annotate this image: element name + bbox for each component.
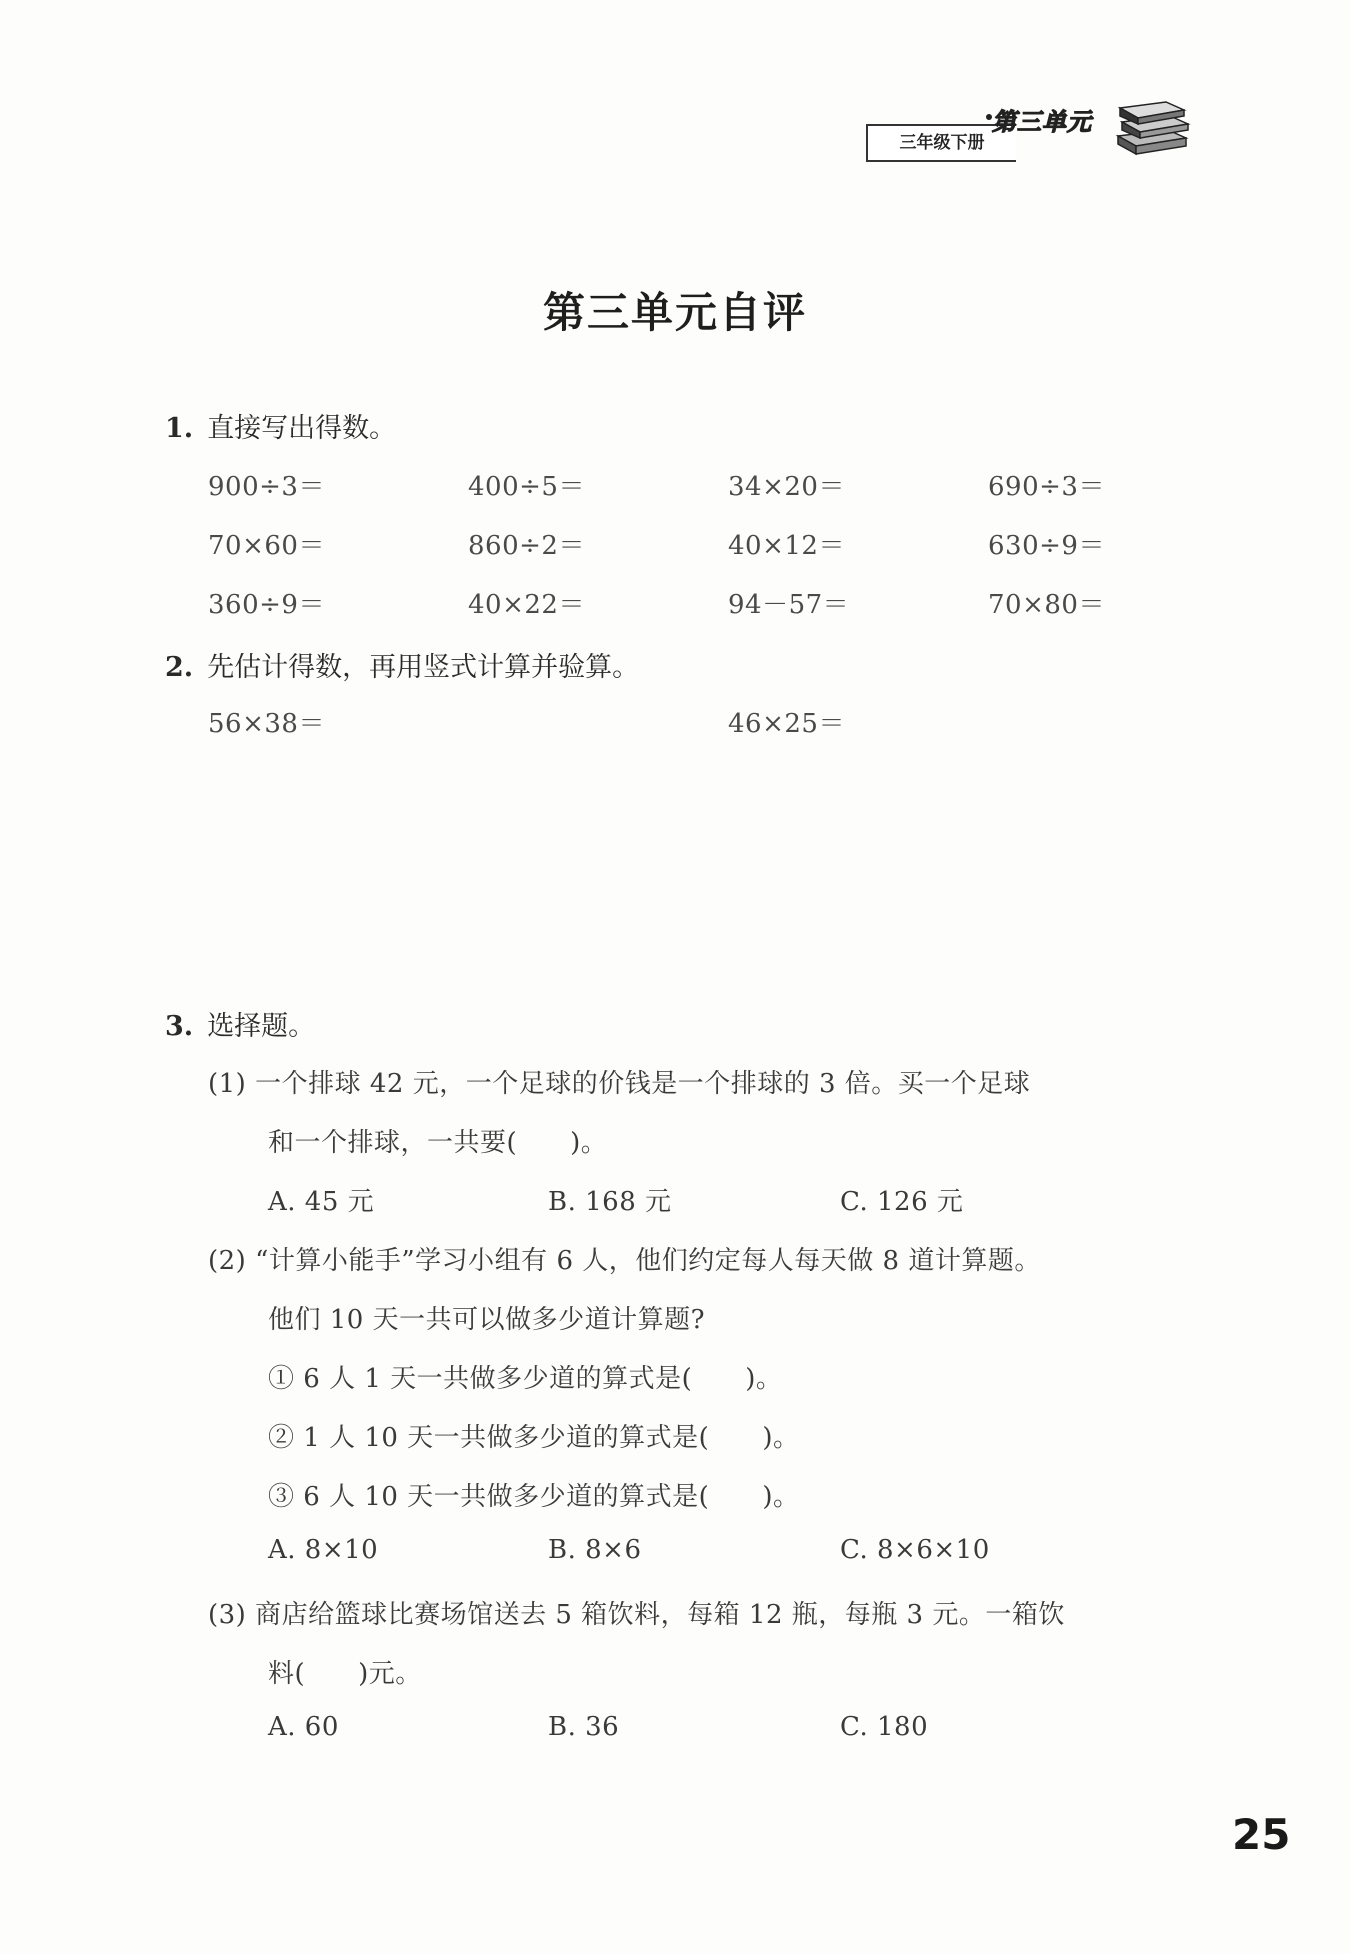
question-number: 3. [165, 1011, 194, 1042]
calc-item: 70×80＝ [988, 590, 1105, 620]
problem-3-line-2: 料( )元。 [268, 1659, 422, 1689]
option-b: B. 168 元 [548, 1187, 672, 1217]
problem-2-line-2: 他们 10 天一共可以做多少道计算题? [268, 1305, 706, 1335]
question-3-heading [165, 1004, 315, 1043]
question-number: 1. [165, 413, 194, 444]
unit-header [866, 96, 1196, 166]
question-2-heading [165, 645, 639, 684]
question-text: 先估计得数，再用竖式计算并验算。 [207, 652, 640, 683]
question-text: 直接写出得数。 [207, 413, 397, 444]
page-number: 25 [1232, 1810, 1291, 1859]
option-a: A. 45 元 [268, 1187, 375, 1217]
option-a: A. 60 [268, 1712, 339, 1742]
sub-question: ① 6 人 1 天一共做多少道的算式是( )。 [268, 1364, 783, 1394]
books-icon [1112, 96, 1192, 162]
option-b: B. 8×6 [548, 1535, 642, 1565]
question-1-heading [165, 406, 396, 445]
calc-item: 56×38＝ [208, 709, 325, 739]
calc-item: 400÷5＝ [468, 472, 585, 502]
calc-item: 46×25＝ [728, 709, 845, 739]
option-a: A. 8×10 [268, 1535, 379, 1565]
calc-item: 40×22＝ [468, 590, 585, 620]
calc-item: 34×20＝ [728, 472, 845, 502]
unit-label: 第三单元 [992, 108, 1092, 136]
option-c: C. 8×6×10 [840, 1535, 990, 1565]
problem-3-line-1: (3) 商店给篮球比赛场馆送去 5 箱饮料，每箱 12 瓶，每瓶 3 元。一箱饮 [208, 1600, 1065, 1630]
sub-question: ③ 6 人 10 天一共做多少道的算式是( )。 [268, 1482, 800, 1512]
sub-question: ② 1 人 10 天一共做多少道的算式是( )。 [268, 1423, 800, 1453]
calc-item: 40×12＝ [728, 531, 845, 561]
calc-item: 70×60＝ [208, 531, 325, 561]
problem-1-line-1: (1) 一个排球 42 元，一个足球的价钱是一个排球的 3 倍。买一个足球 [208, 1069, 1031, 1099]
problem-2-line-1: (2) “计算小能手”学习小组有 6 人，他们约定每人每天做 8 道计算题。 [208, 1246, 1041, 1276]
grade-label: 三年级下册 [866, 124, 1016, 162]
calc-item: 860÷2＝ [468, 531, 585, 561]
calc-item: 360÷9＝ [208, 590, 325, 620]
question-text: 选择题。 [207, 1011, 316, 1042]
option-c: C. 180 [840, 1712, 929, 1742]
option-b: B. 36 [548, 1712, 620, 1742]
problem-1-line-2: 和一个排球，一共要( )。 [268, 1128, 608, 1158]
option-c: C. 126 元 [840, 1187, 964, 1217]
calc-item: 690÷3＝ [988, 472, 1105, 502]
calc-item: 94－57＝ [728, 590, 850, 620]
question-number: 2. [165, 652, 194, 683]
calc-item: 900÷3＝ [208, 472, 325, 502]
calc-item: 630÷9＝ [988, 531, 1105, 561]
page-title: 第三单元自评 [542, 288, 807, 337]
